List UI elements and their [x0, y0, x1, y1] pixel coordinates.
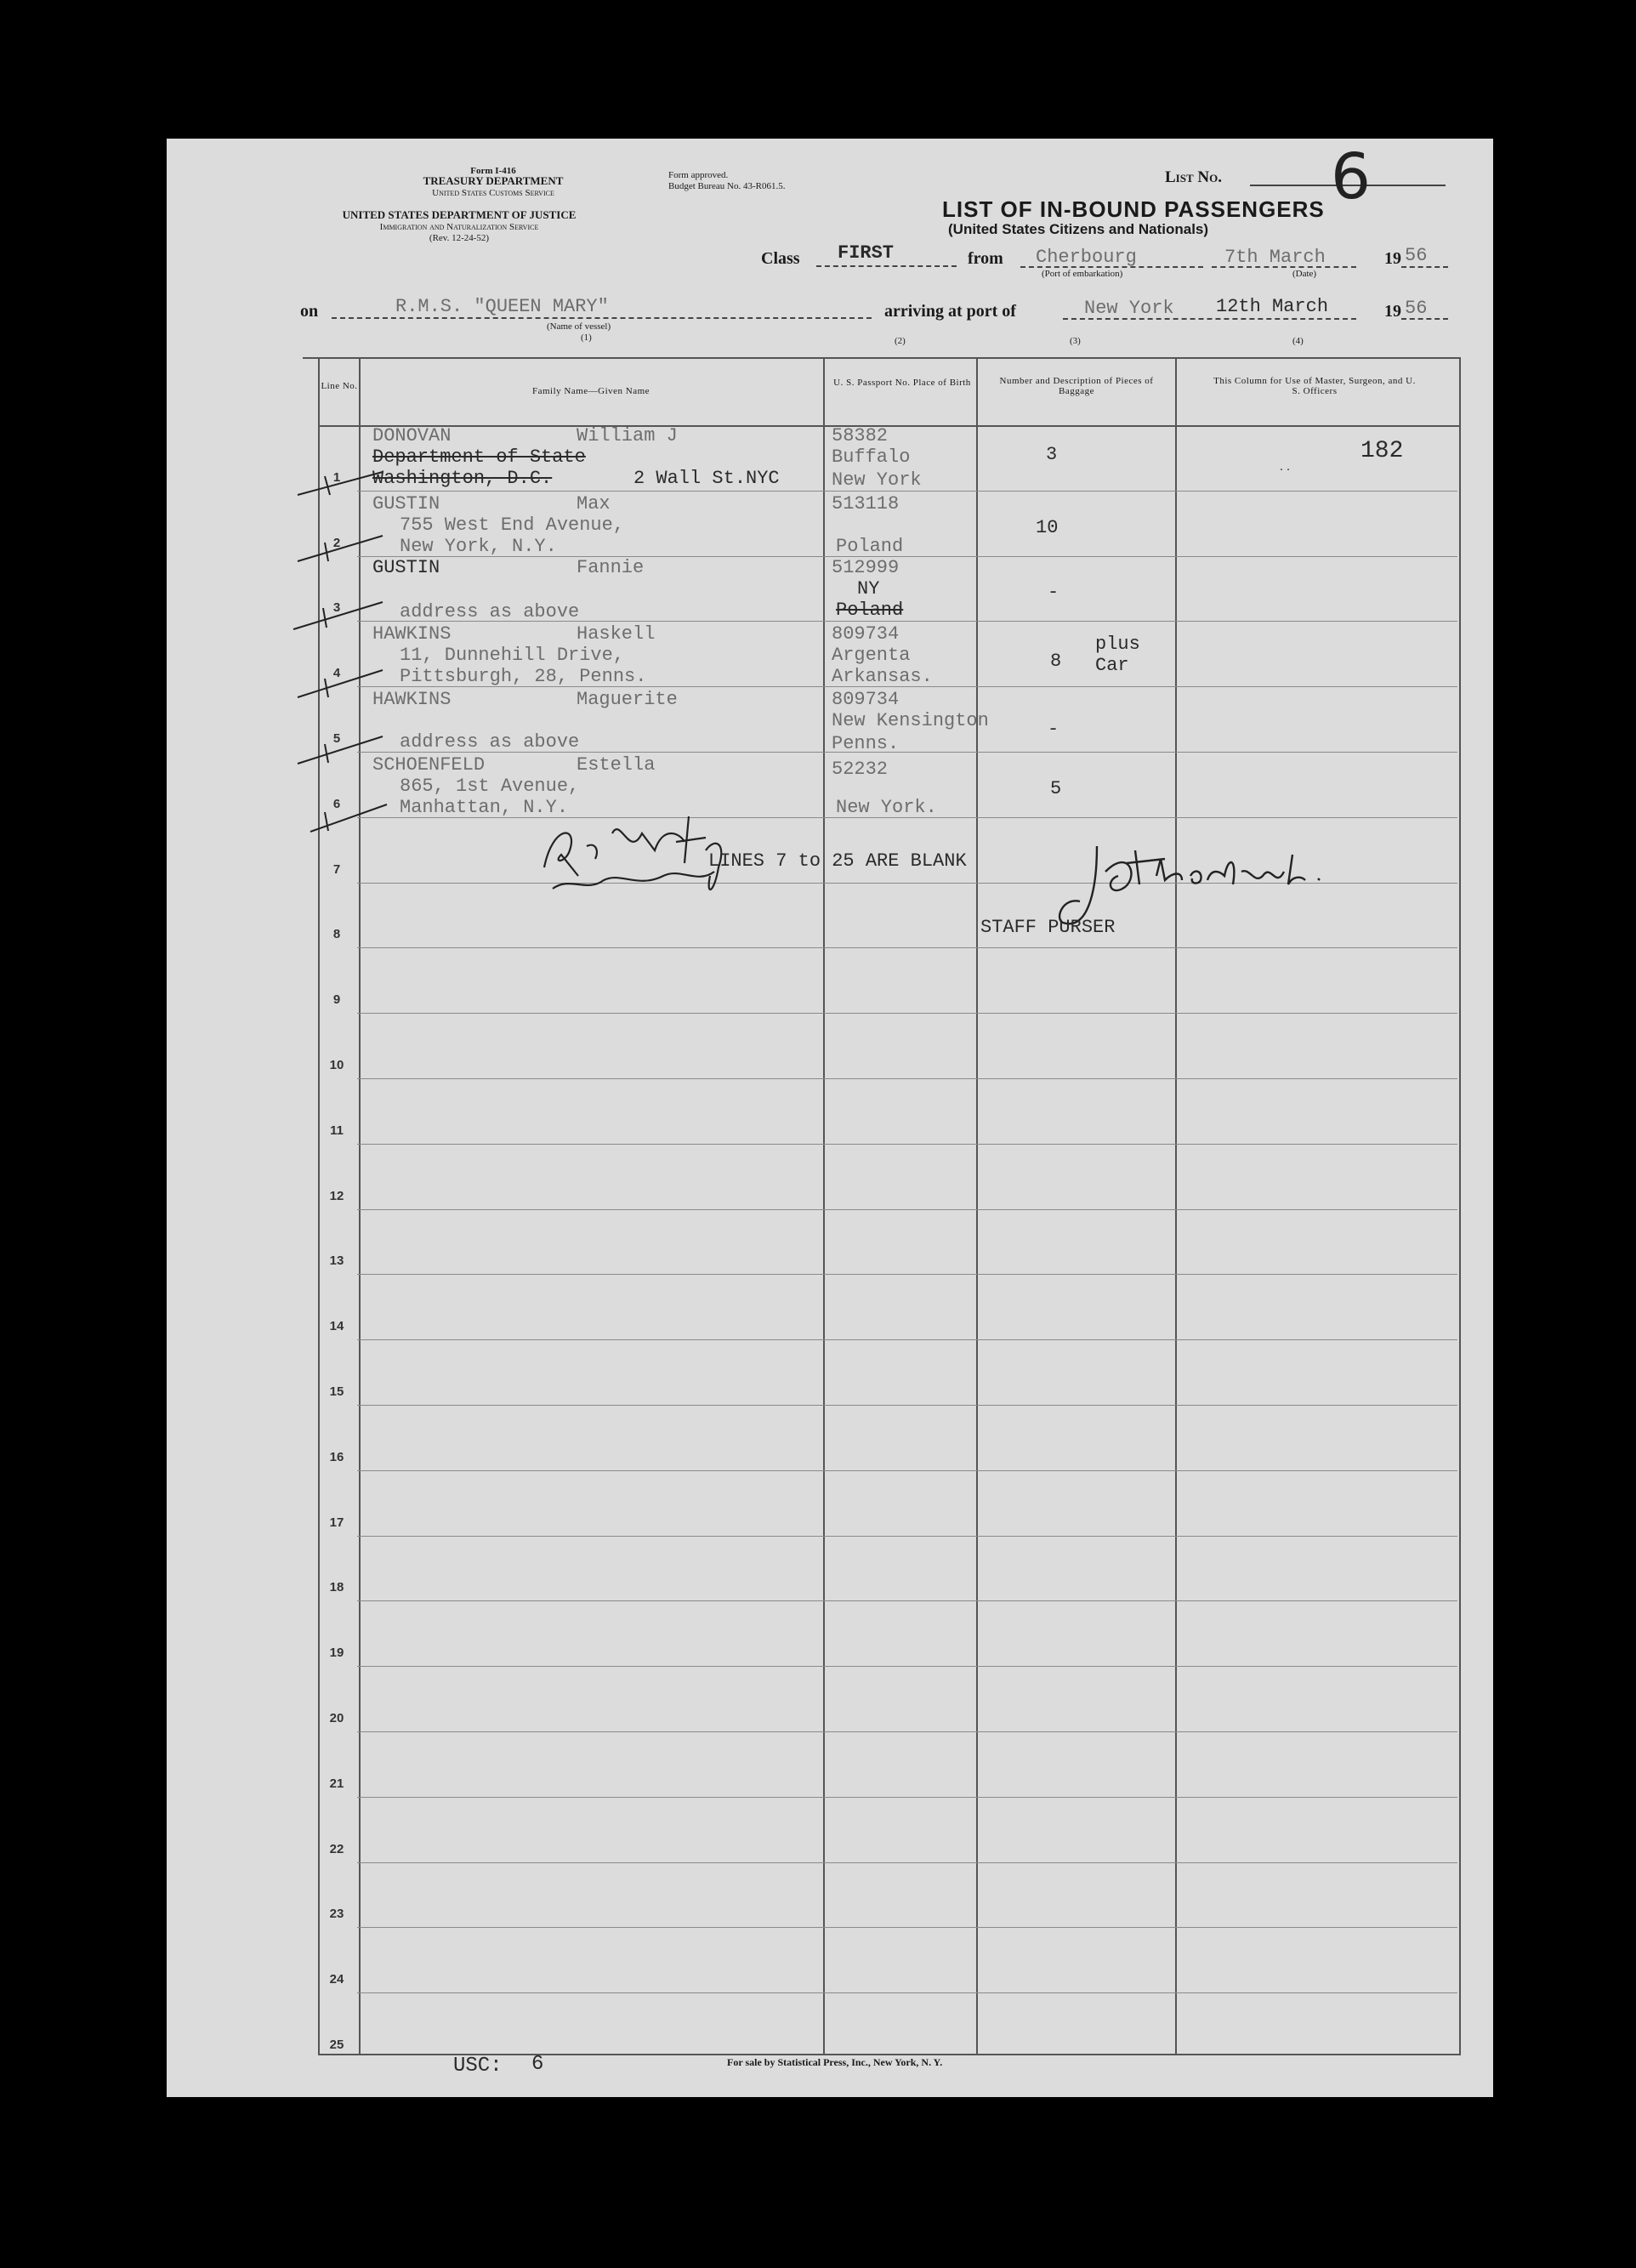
passport-no: 52232 — [832, 759, 889, 780]
col-num-3: (3) — [1070, 336, 1081, 346]
arrival-line — [1063, 318, 1356, 320]
line-number: 13 — [329, 1253, 344, 1269]
table-top-border — [303, 357, 1459, 359]
date-caption: (Date) — [1292, 269, 1317, 279]
baggage-note: Car — [1095, 655, 1129, 676]
line-number: 7 — [332, 861, 341, 877]
baggage-count: - — [1048, 719, 1059, 740]
given-name: Maguerite — [577, 689, 678, 710]
line-number: 14 — [329, 1319, 344, 1334]
class-line — [816, 265, 957, 267]
col-header-officers: This Column for Use of Master, Surgeon, and U. S. Officers — [1213, 376, 1416, 396]
row-divider — [357, 1013, 1457, 1014]
check-mark — [298, 536, 383, 561]
blank-lines-note: LINES 7 to 25 ARE BLANK — [708, 850, 967, 872]
list-no-label: List No. — [1165, 168, 1222, 186]
birth-place: New York — [832, 469, 922, 491]
officer-note: 182 — [1360, 438, 1404, 464]
year-line — [1401, 266, 1448, 268]
form-title: LIST OF IN-BOUND PASSENGERS — [942, 196, 1325, 222]
row-divider — [357, 1405, 1457, 1406]
address-line: Department of State — [372, 446, 586, 468]
line-number: 2 — [332, 535, 341, 550]
given-name: Haskell — [577, 623, 656, 645]
line-number: 16 — [329, 1449, 344, 1464]
year-prefix: 19 — [1384, 249, 1401, 268]
family-name: DONOVAN — [372, 425, 452, 446]
row-divider — [357, 1992, 1457, 1993]
given-name: Fannie — [577, 557, 645, 578]
vessel-value: R.M.S. "QUEEN MARY" — [395, 296, 609, 317]
birth-place: New Kensington — [832, 710, 989, 731]
birth-place: NY — [857, 578, 880, 600]
usc-label: USC: — [453, 2055, 503, 2078]
passport-no: 513118 — [832, 493, 900, 514]
line-number: 24 — [329, 1972, 344, 1987]
row-divider — [357, 1666, 1457, 1667]
line-number: 21 — [329, 1776, 344, 1791]
row-divider — [357, 1144, 1457, 1145]
col-header-passport: U. S. Passport No. Place of Birth — [833, 378, 971, 388]
line-number: 20 — [329, 1711, 344, 1725]
usc-value: 6 — [531, 2053, 544, 2076]
family-name: HAWKINS — [372, 689, 452, 710]
customs-service: United States Customs Service — [432, 188, 554, 198]
treasury-dept: TREASURY DEPARTMENT — [423, 174, 564, 187]
embark-caption: (Port of embarkation) — [1042, 269, 1123, 279]
line-number: 12 — [329, 1188, 344, 1203]
year-value: 56 — [1405, 245, 1428, 266]
line-number: 15 — [329, 1384, 344, 1399]
col-header-baggage: Number and Description of Pieces of Baggage — [999, 376, 1154, 396]
family-name: GUSTIN — [372, 493, 440, 514]
staff-purser: STAFF PURSER — [980, 917, 1116, 938]
line-number: 4 — [332, 666, 341, 681]
birth-place: Buffalo — [832, 446, 911, 468]
dot-marks: . . — [1280, 459, 1290, 474]
col-header-line-no: Line No. — [321, 381, 358, 391]
baggage-count: 3 — [1046, 444, 1058, 465]
from-label: from — [968, 249, 1003, 268]
birth-place: Poland — [836, 600, 904, 621]
check-marks — [289, 442, 391, 850]
vessel-line — [332, 317, 872, 319]
address-line: 2 Wall St.NYC — [633, 468, 780, 489]
row-divider — [357, 1797, 1457, 1798]
address-line: 865, 1st Avenue, — [400, 776, 580, 797]
inspector-signature — [536, 791, 774, 910]
line-number: 23 — [329, 1907, 344, 1922]
from-value: Cherbourg — [1036, 247, 1137, 268]
row-divider — [357, 1339, 1457, 1340]
arrival-year-value: 56 — [1405, 298, 1428, 319]
col-num-1: (1) — [581, 333, 592, 343]
row-divider — [357, 1731, 1457, 1732]
date-value: 7th March — [1224, 247, 1326, 268]
family-name: GUSTIN — [372, 557, 440, 578]
col-num-4: (4) — [1292, 336, 1304, 346]
col-divider — [1175, 357, 1177, 2054]
justice-dept: UNITED STATES DEPARTMENT OF JUSTICE — [342, 208, 577, 221]
given-name: Max — [577, 493, 611, 514]
line-number: 11 — [330, 1123, 344, 1138]
line-number: 3 — [332, 600, 341, 616]
row-divider — [357, 1862, 1457, 1863]
row-divider — [357, 1600, 1457, 1601]
arrival-port: New York — [1084, 298, 1174, 319]
address-line: New York, N.Y. — [400, 536, 557, 557]
row-divider — [357, 1927, 1457, 1928]
row-divider — [357, 1536, 1457, 1537]
line-number: 19 — [329, 1646, 344, 1661]
birth-place: Poland — [836, 536, 904, 557]
col-num-2: (2) — [895, 336, 906, 346]
row-divider — [357, 1470, 1457, 1471]
passport-no: 809734 — [832, 689, 900, 710]
class-label: Class — [761, 249, 800, 268]
birth-place: Arkansas. — [832, 666, 933, 687]
baggage-count: - — [1048, 582, 1059, 603]
col-divider — [976, 357, 978, 2054]
printer-credit: For sale by Statistical Press, Inc., New York, N. Y. — [727, 2056, 943, 2068]
revision: (Rev. 12-24-52) — [429, 233, 490, 243]
passport-no: 58382 — [832, 425, 889, 446]
check-mark — [310, 804, 387, 832]
check-mark — [293, 602, 383, 629]
vessel-caption: (Name of vessel) — [547, 321, 611, 332]
passport-no: 512999 — [832, 557, 900, 578]
address-line: Washington, D.C. — [372, 468, 553, 489]
address-line: address as above — [400, 731, 580, 753]
line-number: 10 — [329, 1058, 344, 1072]
arrival-date: 12th March — [1216, 296, 1329, 317]
on-label: on — [300, 302, 319, 321]
given-name: Estella — [577, 754, 656, 776]
form-approved: Form approved. — [668, 170, 729, 180]
from-line — [1020, 266, 1203, 268]
line-number: 25 — [329, 2038, 344, 2052]
line-number: 1 — [332, 469, 341, 485]
line-number: 9 — [332, 992, 341, 1008]
row-divider — [357, 1274, 1457, 1275]
form-number: Form I-416 — [470, 166, 516, 176]
list-no-value: 6 — [1331, 140, 1372, 213]
class-value: FIRST — [838, 242, 895, 264]
passport-no: 809734 — [832, 623, 900, 645]
arrival-year-prefix: 19 — [1384, 302, 1401, 321]
check-mark — [298, 670, 383, 697]
baggage-count: 8 — [1050, 651, 1062, 672]
col-header-name: Family Name—Given Name — [531, 386, 650, 396]
check-mark — [298, 736, 383, 764]
birth-place: Argenta — [832, 645, 911, 666]
address-line: 11, Dunnehill Drive, — [400, 645, 625, 666]
date-line — [1212, 266, 1356, 268]
row-divider — [357, 1209, 1457, 1210]
address-line: address as above — [400, 601, 580, 622]
header-bottom-border — [320, 425, 1459, 427]
ins-service: Immigration and Naturalization Service — [379, 222, 539, 232]
line-number: 8 — [332, 927, 341, 942]
family-name: HAWKINS — [372, 623, 452, 645]
line-number: 6 — [332, 796, 341, 811]
birth-place: New York. — [836, 797, 937, 818]
address-line: Manhattan, N.Y. — [400, 797, 569, 818]
address-line: 755 West End Avenue, — [400, 514, 625, 536]
col-divider — [823, 357, 825, 2054]
baggage-count: 5 — [1050, 778, 1062, 799]
form-subtitle: (United States Citizens and Nationals) — [948, 221, 1209, 237]
budget-bureau: Budget Bureau No. 43-R061.5. — [668, 181, 786, 191]
given-name: William J — [577, 425, 678, 446]
family-name: SCHOENFELD — [372, 754, 486, 776]
arriving-label: arriving at port of — [884, 302, 1016, 321]
baggage-note: plus — [1095, 634, 1140, 655]
line-number: 18 — [329, 1580, 344, 1595]
line-number: 17 — [329, 1515, 344, 1530]
line-number: 5 — [332, 731, 341, 746]
baggage-count: 10 — [1036, 517, 1059, 538]
check-mark — [298, 469, 383, 495]
address-line: Pittsburgh, 28, Penns. — [400, 666, 647, 687]
arrival-year-line — [1401, 318, 1448, 320]
birth-place: Penns. — [832, 733, 900, 754]
line-number: 22 — [329, 1841, 344, 1856]
row-divider — [357, 1078, 1457, 1079]
